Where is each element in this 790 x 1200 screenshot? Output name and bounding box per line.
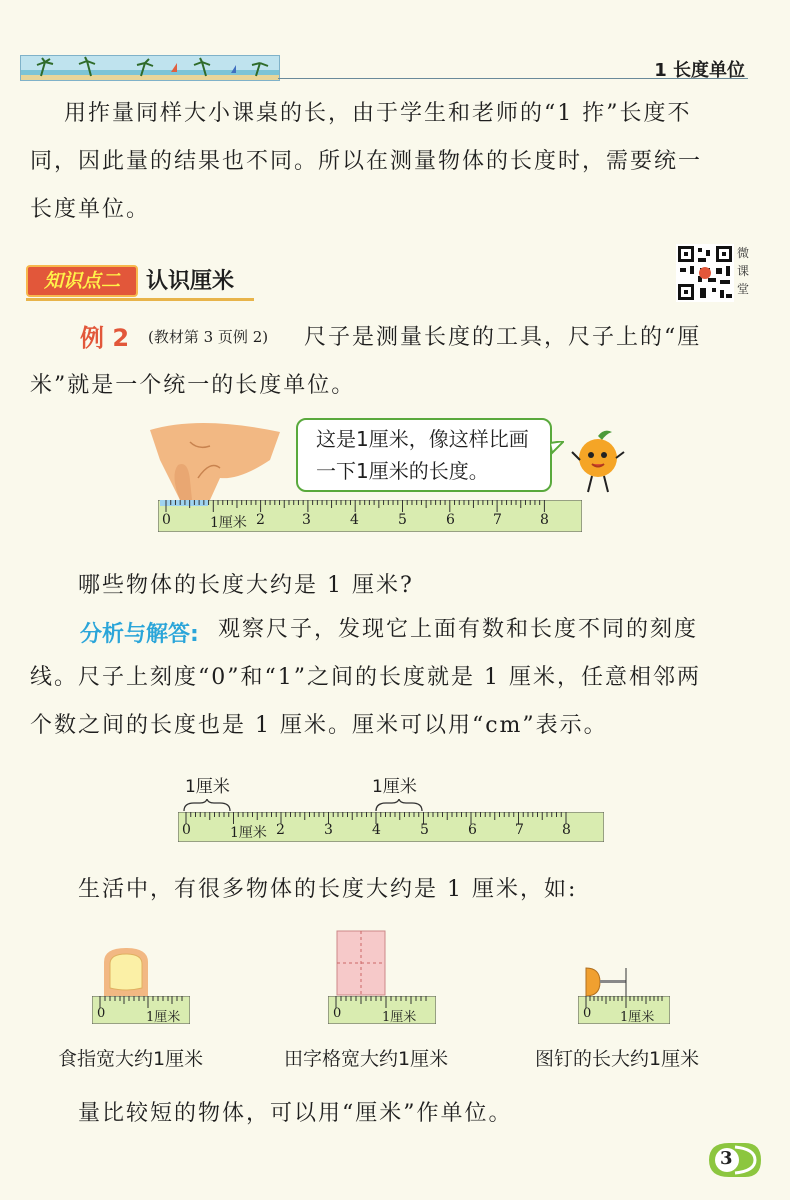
qr-label: 微课堂 bbox=[737, 246, 750, 296]
pushpin-illustration bbox=[582, 964, 632, 998]
ruler-1-mark: 3 bbox=[302, 512, 311, 528]
ruler-2-mark: 1厘米 bbox=[230, 825, 267, 841]
ruler-1-labels bbox=[158, 510, 582, 530]
fingers-illustration bbox=[140, 420, 280, 500]
small-ruler-2-unit: 1厘米 bbox=[382, 1010, 417, 1025]
ruler-2-mark: 3 bbox=[324, 822, 333, 838]
section-title: 认识厘米 bbox=[146, 269, 235, 294]
ruler-1-mark: 2 bbox=[256, 512, 265, 528]
brace-label-left: 1厘米 bbox=[185, 777, 230, 797]
ruler-1-mark: 1厘米 bbox=[210, 515, 247, 531]
orange-mascot-icon bbox=[570, 428, 628, 498]
brace-label-right: 1厘米 bbox=[372, 777, 417, 797]
header-banner-image bbox=[20, 55, 280, 81]
intro-line-2: 同，因此量的结果也不同。所以在测量物体的长度时，需要统一 bbox=[30, 149, 703, 174]
ruler-1-mark: 5 bbox=[398, 512, 407, 528]
ruler-1-mark: 4 bbox=[350, 512, 359, 528]
conclusion-text: 量比较短的物体，可以用“厘米”作单位。 bbox=[78, 1101, 513, 1126]
header-title: 1 长度单位 bbox=[654, 60, 745, 81]
page-number-badge bbox=[705, 1137, 763, 1183]
caption-pushpin: 图钉的长大约1厘米 bbox=[535, 1048, 700, 1070]
small-ruler-3-zero: 0 bbox=[583, 1006, 592, 1021]
ruler-2-mark: 6 bbox=[468, 822, 477, 838]
page-number: 3 bbox=[720, 1148, 733, 1169]
ruler-2-mark: 7 bbox=[515, 822, 524, 838]
ruler-2-mark: 2 bbox=[276, 822, 285, 838]
qr-code-icon[interactable] bbox=[676, 244, 734, 302]
ruler-2-mark: 0 bbox=[182, 822, 191, 838]
intro-line-3: 长度单位。 bbox=[30, 197, 151, 222]
analysis-label: 分析与解答: bbox=[80, 622, 199, 647]
analysis-line-2: 线。尺子上刻度“0”和“1”之间的长度就是 1 厘米，任意相邻两 bbox=[30, 665, 701, 690]
life-text: 生活中，有很多物体的长度大约是 1 厘米，如: bbox=[78, 877, 578, 902]
finger-illustration bbox=[100, 948, 152, 1000]
speech-bubble bbox=[296, 418, 552, 492]
analysis-line-1: 观察尺子，发现它上面有数和长度不同的刻度 bbox=[218, 617, 699, 642]
braces bbox=[180, 798, 430, 812]
question-text: 哪些物体的长度大约是 1 厘米? bbox=[78, 573, 414, 598]
tian-grid-illustration bbox=[336, 930, 386, 996]
section-badge: 知识点二 bbox=[26, 265, 138, 297]
small-ruler-2-zero: 0 bbox=[333, 1006, 342, 1021]
analysis-line-3: 个数之间的长度也是 1 厘米。厘米可以用“cm”表示。 bbox=[30, 713, 608, 738]
ruler-2-labels bbox=[178, 820, 604, 840]
ruler-1-mark: 8 bbox=[540, 512, 549, 528]
speech-line-1: 这是1厘米，像这样比画 bbox=[316, 427, 529, 451]
example-reference: (教材第 3 页例 2) bbox=[148, 328, 269, 346]
caption-finger: 食指宽大约1厘米 bbox=[58, 1048, 204, 1070]
caption-tian-grid: 田字格宽大约1厘米 bbox=[284, 1048, 449, 1070]
small-ruler-1-zero: 0 bbox=[97, 1006, 106, 1021]
small-ruler-3-unit: 1厘米 bbox=[620, 1010, 655, 1025]
example-label: 例 2 bbox=[80, 324, 130, 352]
speech-line-2: 一下1厘米的长度。 bbox=[316, 459, 489, 483]
ruler-2-mark: 5 bbox=[420, 822, 429, 838]
example-text-2: 米”就是一个统一的长度单位。 bbox=[30, 373, 356, 398]
speech-tail bbox=[550, 440, 564, 454]
ruler-1-mark: 7 bbox=[493, 512, 502, 528]
small-ruler-1-unit: 1厘米 bbox=[146, 1010, 181, 1025]
ruler-1-mark: 0 bbox=[162, 512, 171, 528]
ruler-1-mark: 6 bbox=[446, 512, 455, 528]
ruler-2-mark: 8 bbox=[562, 822, 571, 838]
intro-line-1: 用拃量同样大小课桌的长，由于学生和老师的“1 拃”长度不 bbox=[64, 101, 692, 126]
section-underline bbox=[26, 298, 254, 301]
example-text-1: 尺子是测量长度的工具，尺子上的“厘 bbox=[304, 325, 702, 350]
ruler-2-mark: 4 bbox=[372, 822, 381, 838]
